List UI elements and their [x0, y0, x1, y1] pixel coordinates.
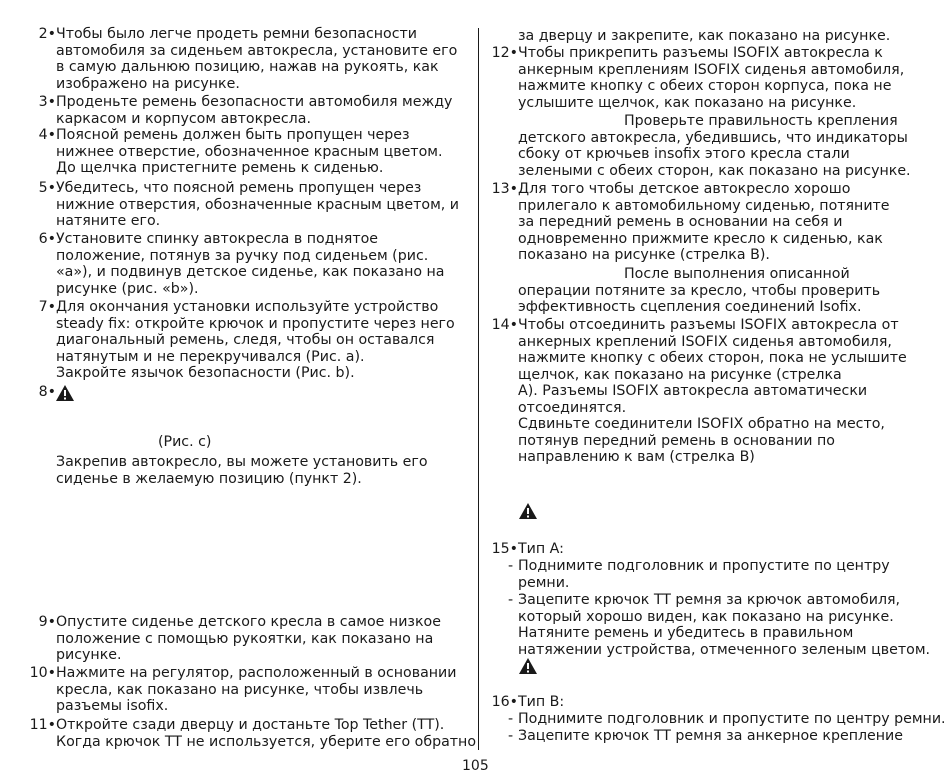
step-number: 4• — [38, 127, 56, 143]
text-line: рисунке. — [56, 647, 122, 663]
step-14 — [491, 317, 938, 466]
text-line: рисунке (рис. «b»). — [56, 280, 199, 297]
step-15 — [491, 541, 938, 558]
text-line: потянув передний ремень в основании по — [518, 432, 835, 449]
text-line: одновременно прижмите кресло к сиденью, как — [518, 230, 883, 247]
step-5 — [38, 180, 476, 230]
text-line: за дверцу и закрепите, как показано на рисунке. — [518, 28, 891, 44]
column-divider — [478, 28, 479, 750]
text-line: Откройте сзади дверцу и достаньте Top Tether (TT). — [56, 717, 445, 733]
step-12 — [491, 45, 938, 111]
step-9 — [38, 614, 476, 664]
text-line: изображено на рисунке. — [56, 75, 240, 92]
warning-icon — [518, 502, 538, 520]
step-number: 3• — [38, 94, 56, 110]
step-12-check — [518, 113, 938, 179]
text-line: натяните его. — [56, 213, 161, 229]
step-number: 12• — [491, 45, 518, 61]
step-2 — [38, 26, 476, 92]
text-line: анкерных креплений ISOFIX сиденья автомобиля, — [518, 333, 892, 350]
text-line: отсоединятся. — [518, 399, 627, 416]
text-line: разъемы isofix. — [56, 698, 169, 714]
step-16-bullet-1 — [508, 711, 946, 728]
text-line: в самую дальнюю позицию, нажав на рукоять, как — [56, 59, 439, 75]
text-line: нажмите кнопку с обеих сторон, пока не услышите — [518, 350, 907, 366]
text-line: Для окончания установки используйте устройство — [56, 299, 439, 315]
text-line: направлению к вам (стрелка B) — [518, 449, 755, 465]
text-line: кресла, как показано на рисунке, чтобы извлечь — [56, 681, 424, 698]
step-6 — [38, 231, 476, 297]
text-line: Натяните ремень и убедитесь в правильном — [518, 625, 854, 641]
text-line: Поднимите подголовник и пропустите по центру ремни. — [518, 711, 946, 727]
text-line: Закрепив автокресло, вы можете установить его — [56, 454, 428, 470]
step-16 — [491, 694, 938, 711]
step-11-continued — [518, 28, 938, 45]
text-line: Поясной ремень должен быть пропущен через — [56, 127, 410, 143]
text-line: Проденьте ремень безопасности автомобиля между — [56, 94, 453, 110]
text-line: нижнее отверстие, обозначенное красным цветом. — [56, 143, 443, 160]
text-line: положение, потянув за ручку под сиденьем (рис. — [56, 247, 429, 264]
step-15-bullet-2 — [508, 592, 938, 658]
step-number: 6• — [38, 231, 56, 247]
text-line: положение с помощью рукоятки, как показано на — [56, 630, 434, 647]
step-8-continued — [56, 454, 476, 487]
text-line: диагональный ремень, следя, чтобы он оставался — [56, 332, 435, 348]
dash-bullet: - — [508, 592, 514, 608]
step-11 — [29, 717, 477, 750]
text-line: Для того чтобы детское автокресло хорошо — [518, 181, 851, 197]
text-line: эффективность сцепления соединений Isofix. — [518, 299, 862, 315]
step-3 — [38, 94, 476, 127]
step-number: 13• — [491, 181, 518, 197]
dash-bullet: - — [508, 728, 514, 744]
text-line: натянутым и не перекручивался (Рис. a). — [56, 348, 365, 365]
text-line: операции потяните за кресло, чтобы проверить — [518, 282, 881, 299]
step-number: 9• — [38, 614, 56, 630]
step-7 — [38, 299, 476, 382]
text-line: зелеными с обеих сторон, как показано на рисунке. — [518, 162, 911, 179]
warning-icon — [55, 384, 75, 402]
text-line: steady fix: откройте крючок и пропустите через него — [56, 315, 455, 332]
text-line: Нажмите на регулятор, расположенный в основании — [56, 665, 457, 681]
step-number: 5• — [38, 180, 56, 196]
text-line: ремни. — [518, 574, 570, 591]
text-line: Чтобы было легче продеть ремни безопасности — [56, 26, 418, 42]
text-line: Зацепите крючок TT ремня за крючок автомобиля, — [518, 592, 901, 608]
text-line: Зацепите крючок TT ремня за анкерное крепление — [518, 728, 904, 744]
dash-bullet: - — [508, 558, 514, 574]
page-number: 105 — [462, 758, 489, 774]
text-line: Установите спинку автокресла в поднятое — [56, 231, 378, 247]
step-10 — [29, 665, 476, 715]
text-line: натяжении устройства, отмеченного зеленым цветом. — [518, 641, 931, 658]
text-line: прилегало к автомобильному сиденью, потяните — [518, 197, 890, 214]
text-line: щелчок, как показано на рисунке (стрелка — [518, 366, 842, 383]
text-line: сбоку от крючьев insofix этого кресла стали — [518, 146, 850, 162]
text-line: Сдвиньте соединители ISOFIX обратно на место, — [518, 416, 885, 432]
text-line: До щелчка пристегните ремень к сиденью. — [56, 160, 384, 176]
text-line: нажмите кнопку с обеих сторон корпуса, пока не — [518, 78, 892, 94]
text-line: который хорошо виден, как показано на рисунке. — [518, 608, 894, 625]
text-line: A). Разъемы ISOFIX автокресла автоматически — [518, 383, 868, 399]
step-number: 16• — [491, 694, 518, 710]
text-line: анкерным креплениям ISOFIX сиденья автомобиля, — [518, 61, 905, 78]
step-number: 10• — [29, 665, 56, 681]
text-line: Поднимите подголовник и пропустите по центру — [518, 558, 890, 574]
text-line: Закройте язычок безопасности (Рис. b). — [56, 365, 355, 381]
text-line: Проверьте правильность крепления — [624, 113, 898, 129]
text-line: сиденье в желаемую позицию (пункт 2). — [56, 470, 362, 487]
text-line: Чтобы отсоединить разъемы ISOFIX автокресла от — [518, 317, 899, 333]
text-line: Убедитесь, что поясной ремень пропущен через — [56, 180, 422, 196]
text-line: После выполнения описанной — [624, 266, 850, 282]
step-13 — [491, 181, 938, 264]
step-number: 14• — [491, 317, 518, 333]
step-4 — [38, 127, 476, 177]
text-line: автомобиля за сиденьем автокресла, установите его — [56, 42, 458, 59]
step-15-bullet-1 — [508, 558, 938, 591]
step-16-bullet-2 — [508, 728, 938, 745]
text-line: нижние отверстия, обозначенные красным цветом, и — [56, 196, 460, 213]
text-line: Чтобы прикрепить разъемы ISOFIX автокресла к — [518, 45, 883, 61]
step-title: Тип B: — [518, 694, 565, 710]
step-13-check — [518, 266, 938, 316]
step-number: 11• — [29, 717, 56, 733]
text-line: каркасом и корпусом автокресла. — [56, 110, 311, 127]
step-number: 15• — [491, 541, 518, 557]
figure-caption-c: (Рис. c) — [158, 434, 212, 450]
step-number: 7• — [38, 299, 56, 315]
text-line: показано на рисунке (стрелка B). — [518, 247, 770, 263]
text-line: Когда крючок TT не используется, уберите его обратно — [56, 733, 477, 750]
warning-icon — [518, 657, 538, 675]
step-number: 2• — [38, 26, 56, 42]
text-line: услышите щелчок, как показано на рисунке. — [518, 94, 857, 111]
step-number: 8• — [38, 384, 56, 400]
text-line: за передний ремень в основании на себя и — [518, 214, 843, 230]
text-line: «a»), и подвинув детское сиденье, как показано на — [56, 264, 445, 280]
step-title: Тип A: — [518, 541, 564, 557]
dash-bullet: - — [508, 711, 514, 727]
text-line: Опустите сиденье детского кресла в самое низкое — [56, 614, 441, 630]
text-line: детского автокресла, убедившись, что индикаторы — [518, 129, 908, 146]
